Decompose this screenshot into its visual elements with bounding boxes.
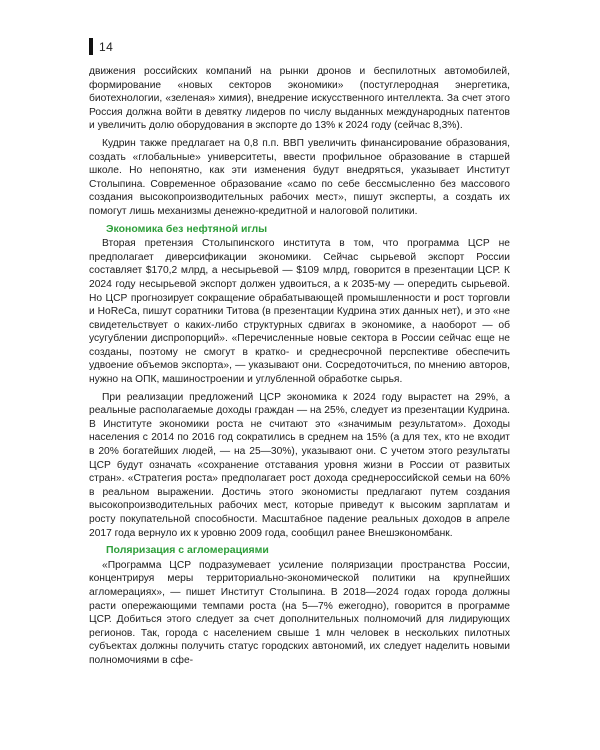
section-heading-polarization: Поляризация с агломерациями [106, 544, 269, 557]
article-body [89, 65, 510, 668]
section-heading-oil: Экономика без нефтяной иглы [106, 222, 268, 235]
paragraph-2: Кудрин также предлагает на 0,8 п.п. ВВП увеличить финансирование образования, создать «глобальные» университеты, ввести профильное образование в старшей школе. Но непонятно, как эти изменения будут внедряться, указывает Институт Столыпина. Современное образование «само по себе бессмысленно без массового создания высокопроизводительных рабочих мест», пишут эксперты, а создать их помогут лишь механизмы денежно-кредитной и налоговой политики. [89, 137, 510, 217]
paragraph-4: При реализации предложений ЦСР экономика к 2024 году вырастет на 29%, а реальные располагаемые доходы граждан — на 25%, следует из презентации Кудрина. В Институте экономики роста не считают это «значимым результатом». Доходы населения с 2014 по 2016 год сократились в среднем на 15% (а для тех, кто не входит в 20% богатейших людей, — на 25—30%), указывают они. С учетом этого результаты ЦСР будут означать «сохранение отставания уровня жизни в России от развитых стран». «Стратегия роста» предполагает рост дохода среднероссийской семьи на 60% в реальном выражении. Достичь этого экономисты предлагают путем создания высокопроизводительных рабочих мест, которые приведут к высоким зарплатам и росту покупательной способности. Масштабное падение реальных доходов в апреле 2017 года вернуло их к уровню 2009 года, сообщил ранее Внешэкономбанк. [89, 391, 510, 539]
paragraph-3: Вторая претензия Столыпинского института в том, что программа ЦСР не предполагает диверсификации экономики. Сейчас сырьевой экспорт России составляет $170,2 млрд, а несырьевой — $109 млрд, говорится в презентации ЦСР. К 2024 году несырьевой экспорт должен удвоиться, а к 2035-му — опередить сырьевой. Но ЦСР прогнозирует сокращение обрабатывающей промышленности и рост торговли и HoReCa, пишут соратники Титова (в презентации Кудрина этих данных нет), и это «не свидетельствует о каких-либо структурных сдвигах в экономике, а наоборот — об усугублении диспропорций». «Перечисленные новые сектора в России сейчас еще не созданы, поэтому не смогут в кратко- и среднесрочной перспективе обеспечить удвоение объемов экспорта», — указывают они. Сосредоточиться, по мнению авторов, нужно на ОПК, машиностроении и углубленной обработке сырья. [89, 238, 510, 386]
paragraph-5: «Программа ЦСР подразумевает усиление поляризации пространства России, концентрируя меры территориально-экономической политики на крупнейших агломерациях», — пишет Институт Столыпина. В 2018—2024 годах города должны расти опережающими темпами роста (на 5—7% ежегодно), говорится в программе ЦСР. Добиться этого следует за счет дополнительных полномочий для лидирующих регионов. Так, города с населением свыше 1 млн человек в нескольких пилотных субъектах должны получить статус городских автономий, их следует наделить новыми полномочиями в сфе- [89, 559, 510, 666]
page-number [89, 38, 113, 55]
page-number-bar [89, 38, 93, 55]
paragraph-1: движения российских компаний на рынки дронов и беспилотных автомобилей, формирование «новых секторов экономики» (постуглеродная энергетика, биотехнологии, «зеленая» химия), внедрение искусственного интеллекта. За счет этого Россия должна войти в девятку лидеров по числу выданных международных патентов и увеличить долю оборудования в экспорте до 13% к 2024 году (сейчас 8,3%). [89, 66, 510, 132]
page-number-text: 14 [99, 39, 114, 54]
